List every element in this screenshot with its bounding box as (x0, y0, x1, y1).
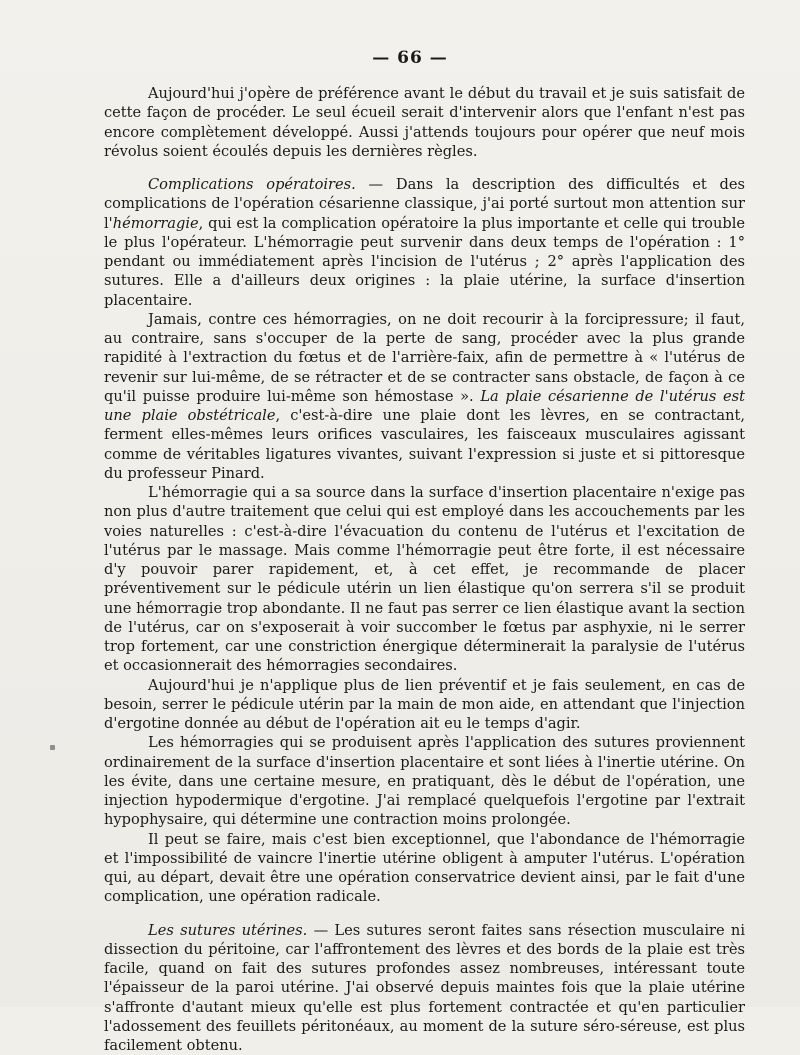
paragraph-complications (104, 175, 745, 310)
body-text (104, 84, 745, 1055)
paragraph-sutures (104, 921, 745, 1055)
paragraph-text: , qui est la complication opératoire la plus importante et celle qui trouble le plus l'opérateur. L'hémorragie peut survenir dans deux temps de l'opération : 1° pendant ou immédiatement après l'incision de l'utérus ; 2° après l'application des sutures. Elle a d'ailleurs deux origines : la plaie utérine, la surface d'insertion placentaire. (104, 215, 745, 309)
paragraph-3 (104, 310, 745, 483)
section-heading-complications: Complications opératoires. (148, 176, 356, 193)
paragraph-text: , c'est-à-dire une plaie dont les lèvres, en se contractant, ferment elles-mêmes leurs orifices vasculaires, les faisceaux musculaires agissant comme de véritables ligatures vivantes, suivant l'expression si juste et si pittoresque du professeur Pinard. (104, 407, 745, 482)
paragraph-7: Il peut se faire, mais c'est bien exceptionnel, que l'abondance de l'hémorragie et l'impossibilité de vaincre l'inertie utérine obligent à amputer l'utérus. L'opération qui, au départ, devait être une opération conservatrice devient ainsi, par le fait d'une complication, une opération radicale. (104, 830, 745, 907)
paragraph-text: — Les sutures seront faites sans résection musculaire ni dissection du péritoine, car l'affrontement des lèvres et des bords de la plaie est très facile, quand on fait des sutures profondes assez nombreuses, intéressant toute l'épaisseur de la paroi utérine. J'ai observé depuis maintes fois que la plaie utérine s'affronte d'autant mieux qu'elle est plus fortement contractée et qu'en particulier l'adossement des feuillets péritonéaux, au moment de la suture séro-séreuse, est plus facilement obtenu. (104, 922, 745, 1055)
page-number: — 66 — (0, 48, 800, 68)
paragraph-text: Jamais, contre ces hémorragies, on ne doit recourir à la forcipressure; il faut, au contraire, sans s'occuper de la perte de sang, procéder avec la plus grande rapidité à l'extraction du fœtus et de l'arrière-faix, afin de permettre à « l'utérus de revenir sur lui-même, de se rétracter et de se contracter sans obstacle, de façon à ce qu'il puisse produire lui-même son hémostase ». (104, 311, 745, 405)
paragraph-5: Aujourd'hui je n'applique plus de lien préventif et je fais seulement, en cas de besoin, serrer le pédicule utérin par la main de mon aide, en attendant que l'injection d'ergotine donnée au début de l'opération ait eu le temps d'agir. (104, 676, 745, 734)
margin-mark (50, 745, 55, 750)
paragraph-4: L'hémorragie qui a sa source dans la surface d'insertion placentaire n'exige pas non plus d'autre traitement que celui qui est employé dans les accouchements par les voies naturelles : c'est-à-dire l'évacuation du contenu de l'utérus et l'excitation de l'utérus par le massage. Mais comme l'hémorragie peut être forte, il est nécessaire d'y pouvoir parer rapidement, et, à cet effet, je recommande de placer préventivement sur le pédicule utérin un lien élastique qu'on serrera s'il se produit une hémorragie trop abondante. Il ne faut pas serrer ce lien élastique avant la section de l'utérus, car on s'exposerait à voir succomber le fœtus par asphyxie, ni le serrer trop fortement, car une constriction énergique déterminerait la paralysie de l'utérus et occasionnerait des hémorragies secondaires. (104, 483, 745, 676)
paragraph-text: — Dans la description des difficultés et des complications de l'opération césarienne classique, j'ai porté surtout mon attention sur l' (104, 176, 745, 232)
paragraph-6: Les hémorragies qui se produisent après l'application des sutures proviennent ordinairement de la surface d'insertion placentaire et sont liées à l'inertie utérine. On les évite, dans une certaine mesure, en pratiquant, dès le début de l'opération, une injection hypodermique d'ergotine. J'ai remplacé quelquefois l'ergotine par l'extrait hypophysaire, qui détermine une contraction moins prolongée. (104, 733, 745, 829)
emphasis-text: hémorragie (113, 215, 199, 232)
section-heading-sutures: Les sutures utérines. (148, 922, 307, 939)
paragraph-1: Aujourd'hui j'opère de préférence avant le début du travail et je suis satisfait de cette façon de procéder. Le seul écueil serait d'intervenir alors que l'enfant n'est pas encore complètement développé. Aussi j'attends toujours pour opérer que neuf mois révolus soient écoulés depuis les dernières règles. (104, 84, 745, 161)
emphasis-text: La plaie césarienne de l'utérus est une plaie obstétricale (104, 388, 745, 424)
